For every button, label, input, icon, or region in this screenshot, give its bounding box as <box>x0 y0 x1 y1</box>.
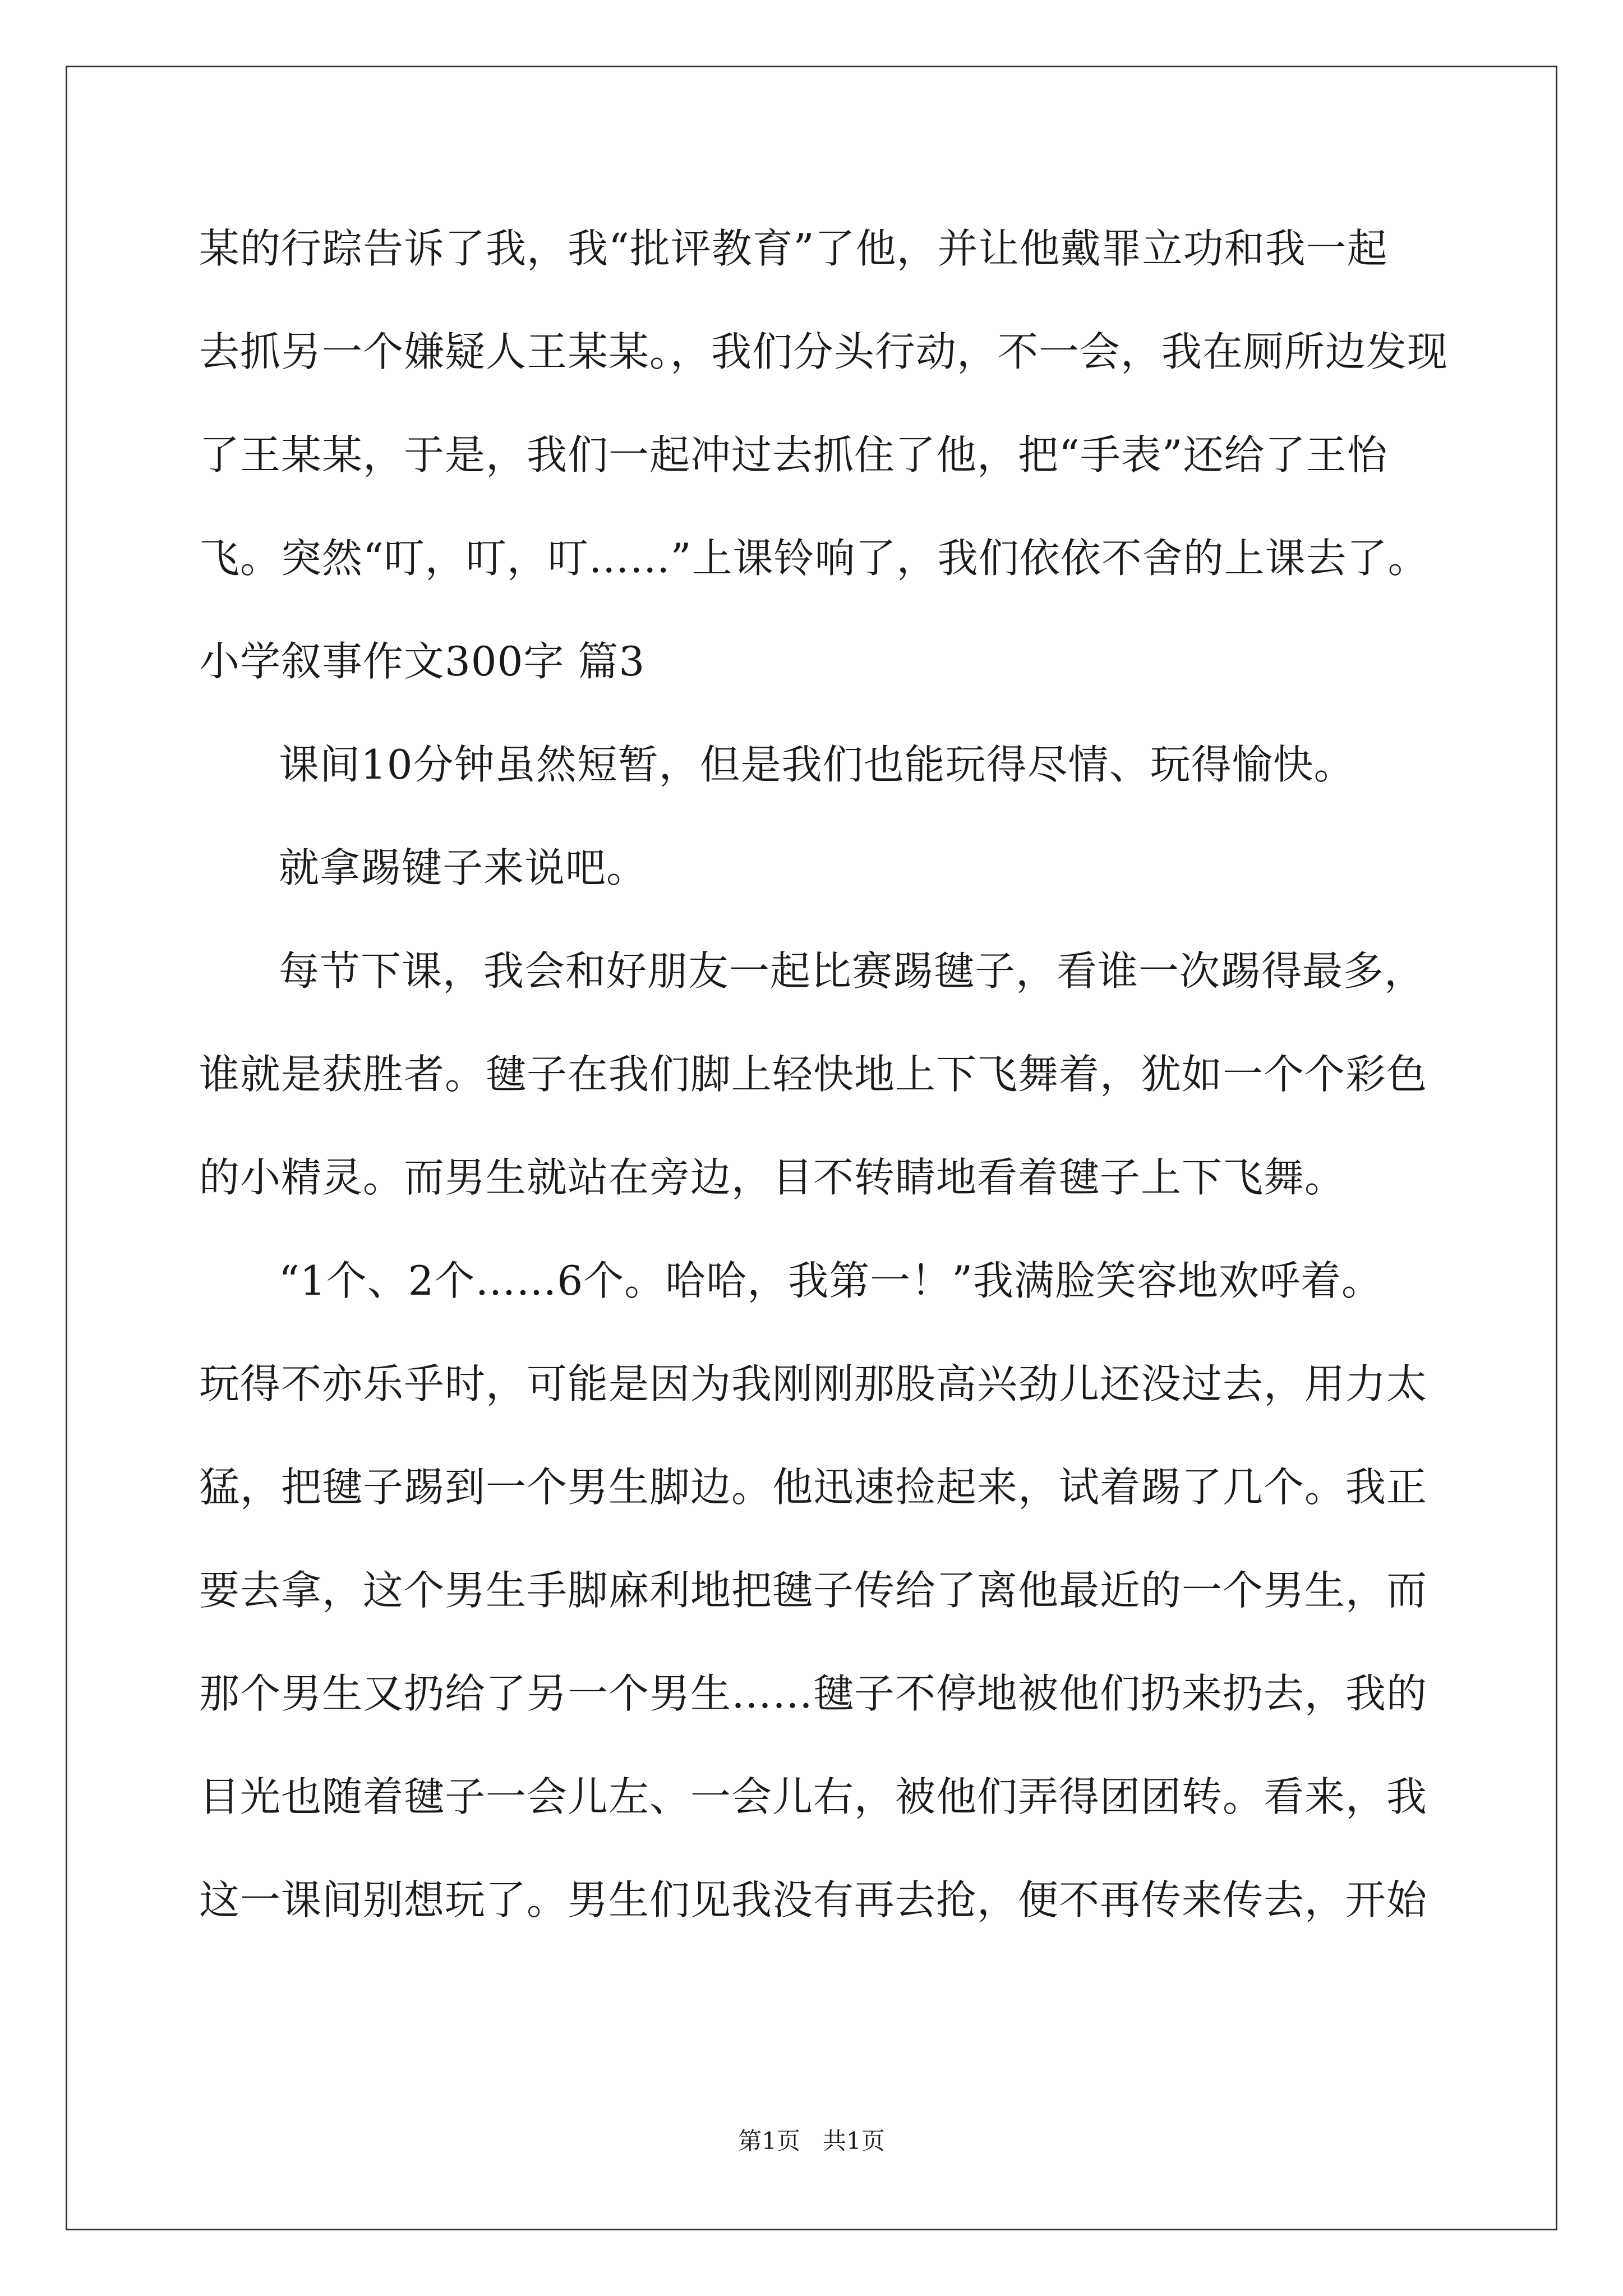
section-heading: 小学叙事作文300字 篇3 <box>199 638 645 685</box>
text-line-11: “1个、2个……6个。哈哈，我第一！”我满脸笑容地欢呼着。 <box>279 1257 1383 1304</box>
text-line-8: 每节下课，我会和好朋友一起比赛踢毽子，看谁一次踢得最多， <box>279 947 1426 995</box>
page-footer: 第1页 共1页 <box>738 2127 885 2155</box>
text-line-9: 谁就是获胜者。毽子在我们脚上轻快地上下飞舞着，犹如一个个彩色 <box>199 1051 1428 1098</box>
text-line-7: 就拿踢键子来说吧。 <box>279 844 648 891</box>
text-line-12: 玩得不亦乐乎时，可能是因为我刚刚那股高兴劲儿还没过去，用力太 <box>199 1360 1428 1407</box>
text-line-3: 了王某某，于是，我们一起冲过去抓住了他，把“手表”还给了王怡 <box>199 431 1388 478</box>
text-line-16: 目光也随着毽子一会儿左、一会儿右，被他们弄得团团转。看来，我 <box>199 1773 1428 1820</box>
text-line-15: 那个男生又扔给了另一个男生……毽子不停地被他们扔来扔去，我的 <box>199 1670 1428 1717</box>
text-line-2: 去抓另一个嫌疑人王某某。，我们分头行动，不一会，我在厕所边发现 <box>199 328 1449 375</box>
text-line-17: 这一课间别想玩了。男生们见我没有再去抢，便不再传来传去，开始 <box>199 1876 1428 1924</box>
text-line-14: 要去拿，这个男生手脚麻利地把毽子传给了离他最近的一个男生，而 <box>199 1567 1428 1614</box>
text-line-4: 飞。突然“叮，叮，叮……”上课铃响了，我们依依不舍的上课去了。 <box>199 535 1429 582</box>
text-line-1: 某的行踪告诉了我，我“批评教育”了他，并让他戴罪立功和我一起 <box>199 225 1388 272</box>
text-line-10: 的小精灵。而男生就站在旁边，目不转睛地看着毽子上下飞舞。 <box>199 1154 1346 1201</box>
text-line-13: 猛，把毽子踢到一个男生脚边。他迅速捡起来，试着踢了几个。我正 <box>199 1464 1428 1511</box>
text-line-6: 课间10分钟虽然短暂，但是我们也能玩得尽情、玩得愉快。 <box>279 741 1355 788</box>
